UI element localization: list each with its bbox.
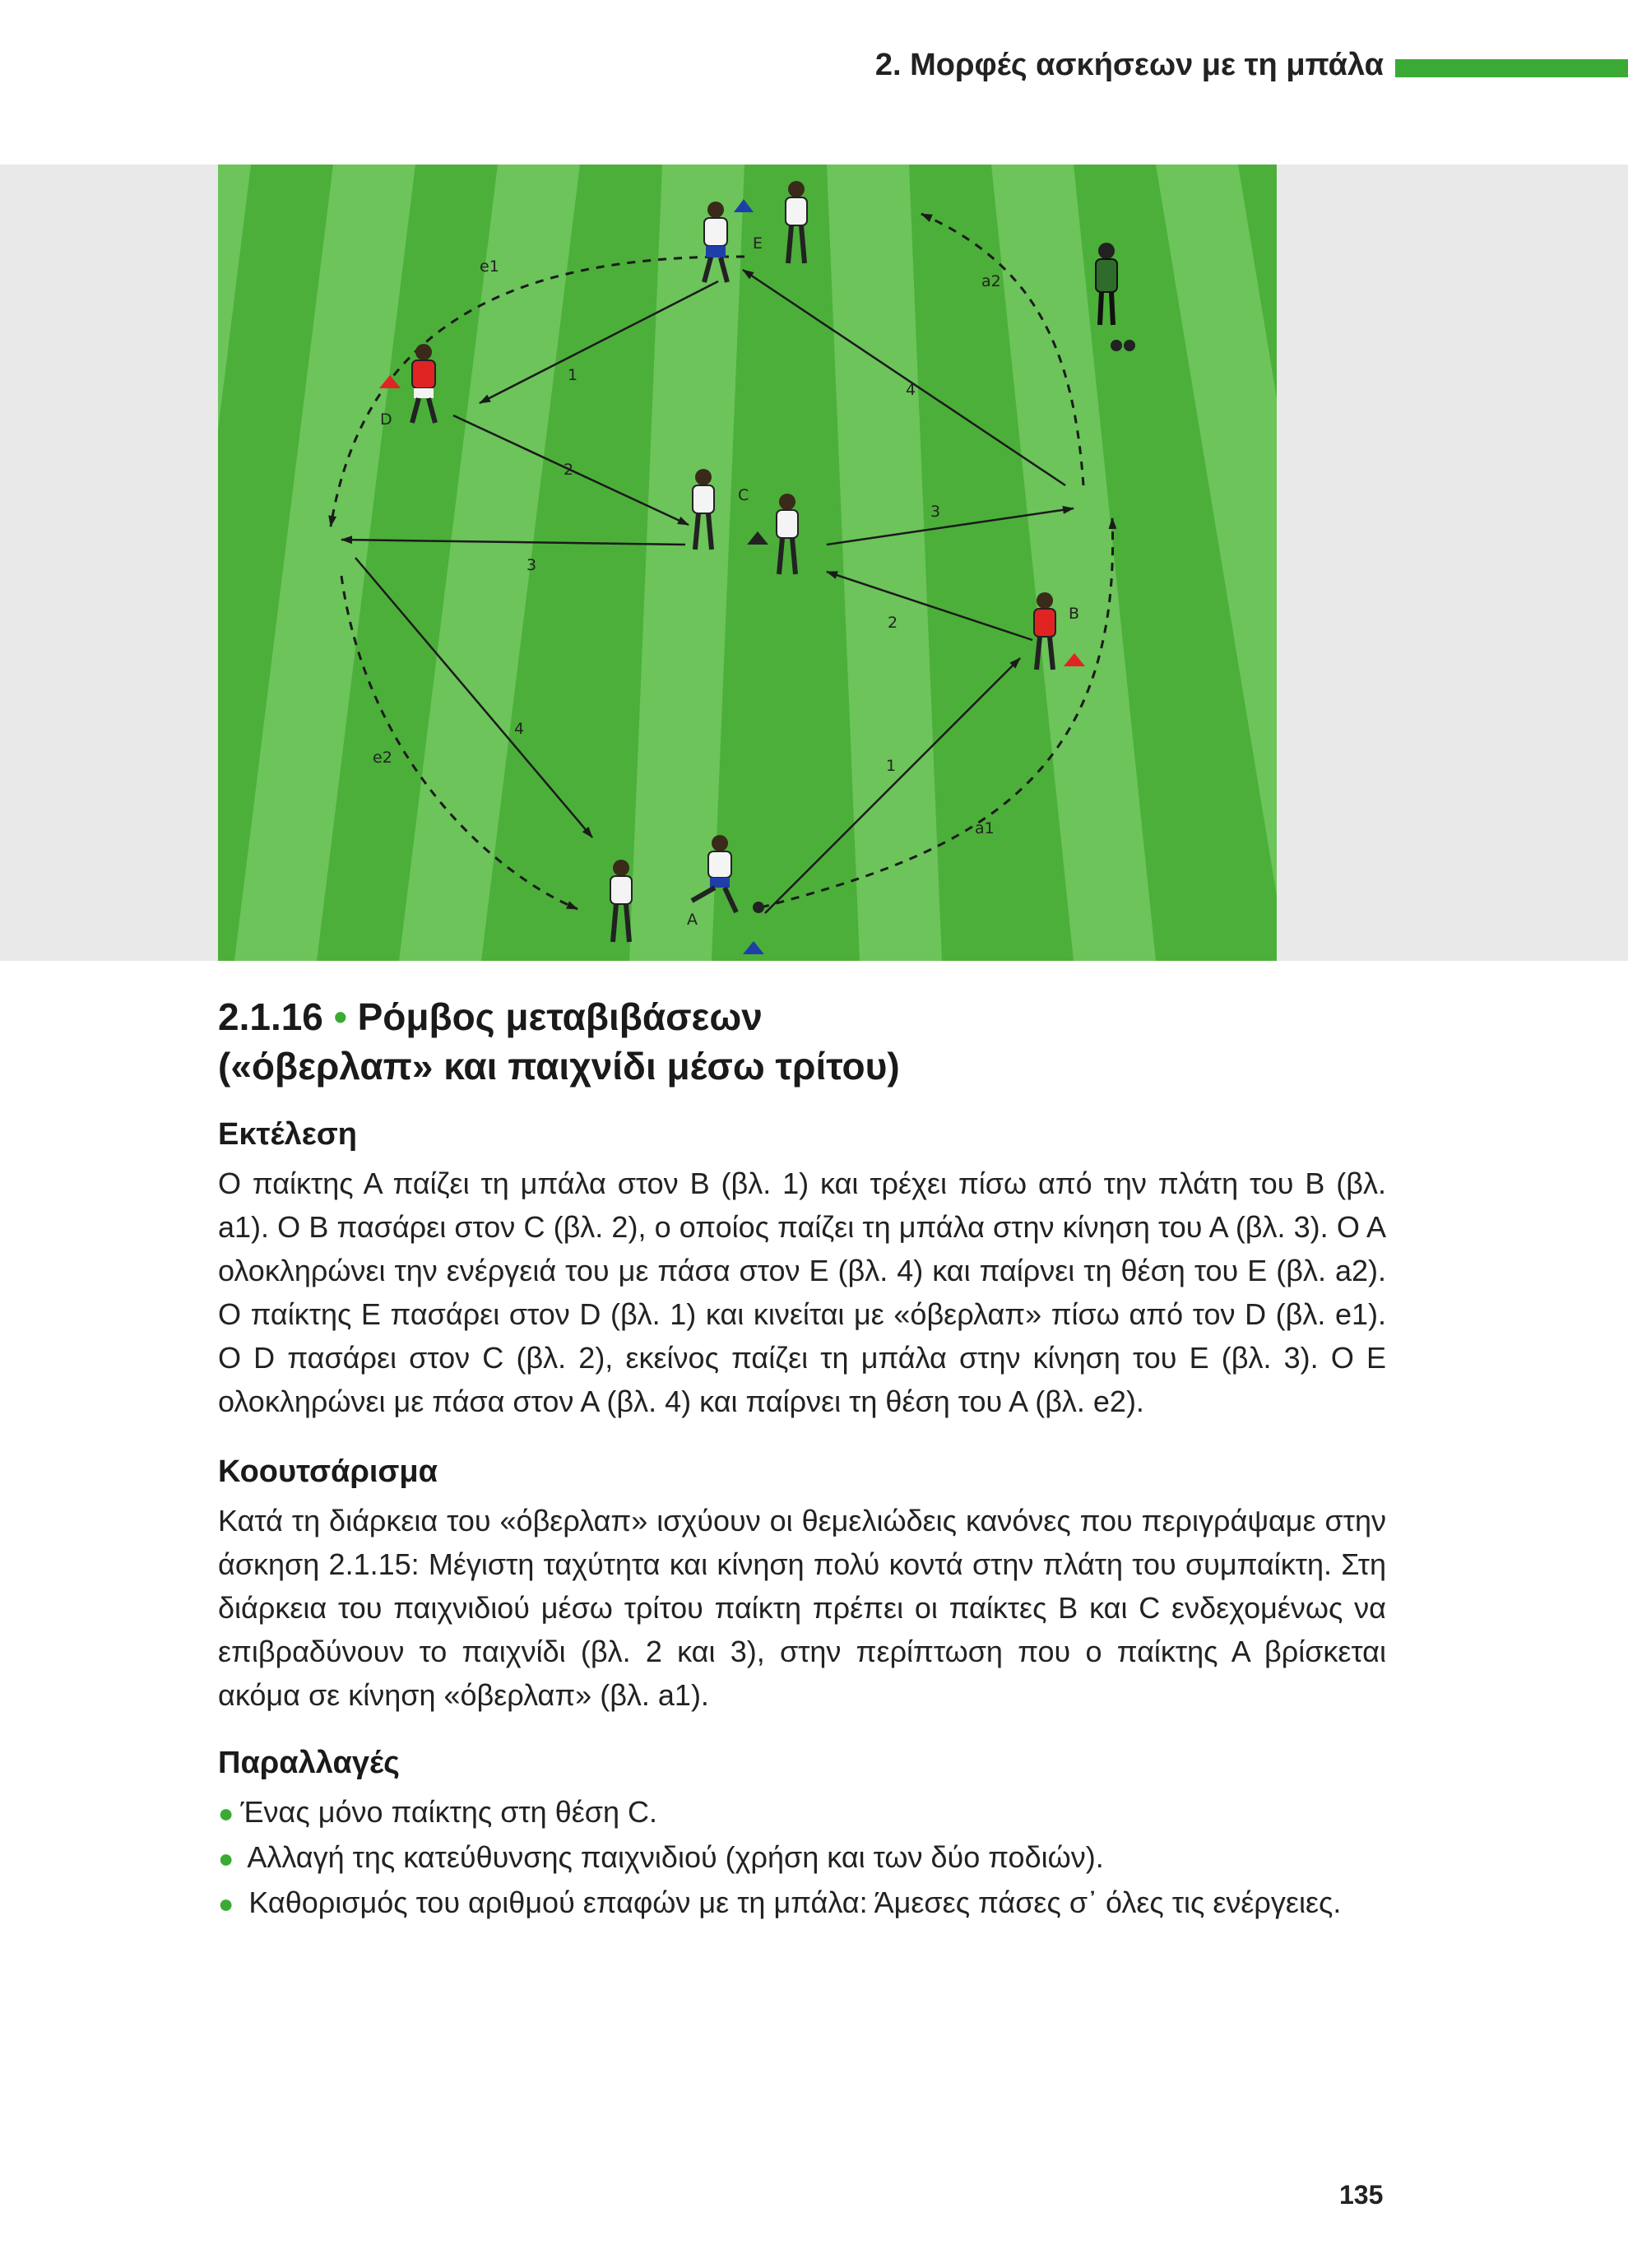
label-pass-2-d-c: 2 — [564, 461, 574, 479]
variations-list — [218, 1790, 1386, 1926]
list-item: ● Αλλαγή της κατεύθυνσης παιχνιδιού (χρήση και των δύο ποδιών). — [218, 1840, 1104, 1874]
section-title-line1: Ρόμβος μεταβιβάσεων — [357, 995, 763, 1038]
label-pass-3-c-a: 3 — [930, 503, 941, 521]
label-pass-1-e-d: 1 — [568, 366, 578, 384]
label-run-e1: e1 — [480, 257, 499, 276]
label-pass-1-a-b: 1 — [886, 757, 897, 775]
list-item: ● Ένας μόνο παίκτης στη θέση C. — [218, 1795, 658, 1829]
list-item: ● Καθορισμός του αριθμού επαφών με τη μπάλα: Άμεσες πάσες σ᾽ όλες τις ενέργειες. — [218, 1885, 1342, 1919]
bullet-icon: ● — [218, 1798, 234, 1828]
bullet-icon: ● — [218, 1889, 234, 1918]
execution-heading: Εκτέλεση — [218, 1117, 358, 1152]
running-head — [0, 43, 1628, 92]
title-bullet: • — [333, 995, 347, 1038]
label-player-c: C — [738, 486, 749, 504]
section-number: 2.1.16 — [218, 995, 323, 1038]
header-accent-bar — [1395, 59, 1628, 77]
label-player-d: D — [380, 410, 392, 429]
label-pass-2-b-c: 2 — [888, 614, 898, 632]
label-player-b: B — [1069, 605, 1080, 623]
label-pass-4-e-a: 4 — [514, 720, 525, 738]
variations-heading: Παραλλαγές — [218, 1746, 400, 1780]
label-run-e2: e2 — [373, 749, 392, 767]
coaching-heading: Κοουτσάρισμα — [218, 1454, 438, 1489]
section-title — [218, 992, 1386, 1091]
label-pass-3-c-e: 3 — [526, 556, 537, 574]
label-run-a1: a1 — [975, 819, 995, 837]
section-title-line2: («όβερλαπ» και παιχνίδι μέσω τρίτου) — [218, 1045, 900, 1088]
page-number: 135 — [1339, 2180, 1384, 2210]
label-player-a: A — [687, 911, 698, 929]
label-run-a2: a2 — [981, 272, 1001, 290]
chapter-title: 2. Μορφές ασκήσεων με τη μπάλα — [874, 48, 1384, 82]
bullet-icon: ● — [218, 1844, 234, 1873]
label-pass-4-a-e: 4 — [906, 381, 916, 399]
execution-text: Ο παίκτης Α παίζει τη μπάλα στον Β (βλ. 1) και τρέχει πίσω από την πλάτη του Β (βλ. a1). Ο Β πασάρει στον C (βλ. 2), ο οποίος παίζει τη μπάλα στην κίνηση του Α (βλ. 3). Ο Α ολοκληρώνει την ενέργειά του με πάσα στον Ε (βλ. 4) και παίρνει τη θέση του Ε (βλ. a2). Ο παίκτης Ε πασάρει στον D (βλ. 1) και κινείται με «όβερλαπ» πίσω από τον D (βλ. e1). Ο D πασάρει στον C (βλ. 2), εκείνος παίζει τη μπάλα στην κίνηση του Ε (βλ. 3). Ο Ε ολοκληρώνει με πάσα στον Α (βλ. 4) και παίρνει τη θέση του Α (βλ. e2). — [218, 1166, 1386, 1418]
label-player-e: E — [753, 234, 763, 253]
drill-diagram — [218, 165, 1277, 961]
coaching-text: Κατά τη διάρκεια του «όβερλαπ» ισχύουν οι θεμελιώδεις κανόνες που περιγράψαμε στην άσκηση 2.1.15: Μέγιστη ταχύτητα και κίνηση πολύ κοντά στην πλάτη του συμπαίκτη. Στη διάρκεια του παιχνιδιού μέσω τρίτου παίκτη πρέπει οι παίκτες Β και C ενδεχομένως να επιβραδύνουν το παιχνίδι (βλ. 2 και 3), στην περίπτωση που ο παίκτης Α βρίσκεται ακόμα σε κίνηση «όβερλαπ» (βλ. a1). — [218, 1504, 1386, 1712]
ball — [753, 902, 764, 913]
